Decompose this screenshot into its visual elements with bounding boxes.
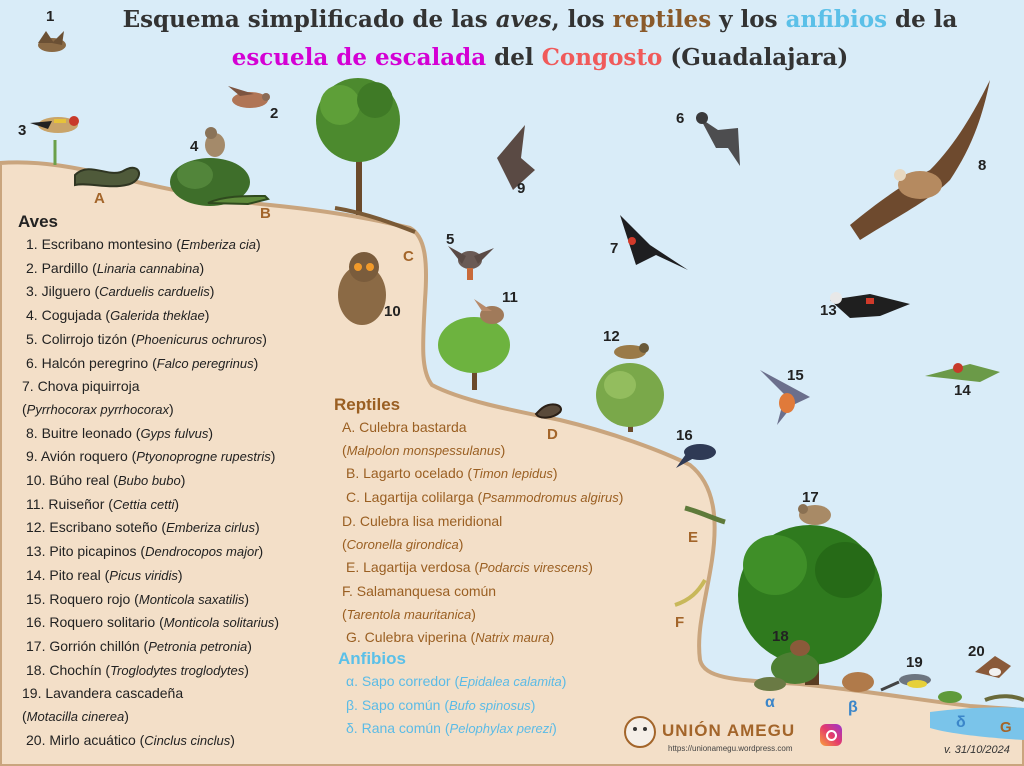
version-label: v. 31/10/2024 — [944, 744, 1010, 756]
tree-11 — [438, 317, 510, 390]
list-item-common-name: Cogujada — [41, 307, 102, 324]
list-item-scientific-name: Tarentola mauritanica — [346, 606, 472, 622]
amphibian-beta — [842, 672, 874, 692]
list-item: C. Lagartija colilarga (Psammodromus algirus) — [346, 489, 624, 506]
list-item: 13. Pito picapinos (Dendrocopos major) — [26, 543, 264, 560]
list-item-index: D. — [342, 512, 356, 529]
reptile-A — [75, 168, 139, 186]
list-item-index: 5. — [26, 330, 38, 347]
list-item: B. Lagarto ocelado (Timon lepidus) — [346, 465, 558, 482]
list-item-scientific-name: Linaria cannabina — [96, 260, 200, 276]
list-item-scientific-name: Psammodromus algirus — [482, 490, 619, 506]
list-item: 15. Roquero rojo (Monticola saxatilis) — [26, 590, 250, 607]
list-item-index: 11. — [26, 495, 45, 512]
list-item-scientific-name: Natrix maura — [475, 630, 550, 646]
list-item-common-name: Lagartija verdosa — [363, 559, 471, 576]
list-item: 4. Cogujada (Galerida theklae) — [26, 307, 210, 324]
marker-bird-6: 6 — [676, 110, 685, 127]
marker-bird-18: 18 — [772, 628, 789, 645]
amphibian-delta — [938, 691, 962, 703]
marker-reptile-E: E — [688, 529, 699, 546]
list-item: 1. Escribano montesino (Emberiza cia) — [26, 236, 261, 252]
marker-bird-12: 12 — [603, 328, 620, 345]
brand-url[interactable]: https://unionamegu.wordpress.com — [668, 744, 793, 753]
list-item-index: 8. — [26, 424, 38, 441]
bird-4 — [205, 127, 225, 157]
bird-5 — [448, 246, 494, 280]
list-item-index: 18. — [26, 661, 46, 678]
marker-bird-13: 13 — [820, 302, 837, 319]
list-item-common-name: Pito picapinos — [49, 543, 137, 560]
list-item-scientific-name: Phoenicurus ochruros — [135, 331, 263, 347]
amphibian-alpha — [754, 677, 786, 691]
list-item: 11. Ruiseñor (Cettia cetti) — [26, 495, 180, 512]
list-item: α. Sapo corredor (Epidalea calamita) — [346, 673, 567, 689]
list-item: 6. Halcón peregrino (Falco peregrinus) — [26, 354, 259, 371]
bird-9 — [497, 125, 535, 190]
list-item-scientific-name: Malpolon monspessulanus — [346, 442, 501, 458]
list-item: D. Culebra lisa meridional (Coronella girondica) — [342, 512, 503, 552]
marker-amphibian-beta: β — [848, 699, 858, 716]
list-item-scientific-name: Bubo bubo — [117, 473, 181, 489]
bird-3 — [30, 116, 79, 133]
reptiles-heading: Reptiles — [334, 395, 401, 414]
marker-reptile-A: A — [94, 190, 105, 207]
list-item: 9. Avión roquero (Ptyonoprogne rupestris) — [26, 448, 276, 465]
list-item-common-name: Roquero solitario — [49, 614, 156, 631]
marker-bird-4: 4 — [190, 138, 199, 155]
marker-bird-15: 15 — [787, 367, 804, 384]
list-item: β. Sapo común (Bufo spinosus) — [346, 696, 536, 713]
list-item-common-name: Sapo corredor — [361, 673, 451, 689]
list-item-index: C. — [346, 489, 360, 506]
list-item-common-name: Sapo común — [361, 696, 441, 713]
list-item: F. Salamanquesa común (Tarentola mauritanica) — [342, 582, 497, 622]
brand-mascot — [625, 717, 655, 747]
list-item-scientific-name: Bufo spinosus — [449, 697, 531, 713]
list-item-scientific-name: Podarcis virescens — [479, 560, 589, 576]
list-item-index: 9. — [26, 448, 38, 465]
marker-bird-2: 2 — [270, 105, 279, 122]
list-item-index: δ. — [346, 720, 358, 737]
marker-reptile-F: F — [675, 614, 685, 631]
list-item-common-name: Roquero rojo — [49, 590, 131, 607]
list-item: G. Culebra viperina (Natrix maura) — [346, 629, 555, 646]
list-item-index: β. — [346, 696, 358, 713]
bird-18 — [790, 640, 810, 656]
marker-bird-14: 14 — [954, 382, 971, 399]
list-item-index: B. — [346, 465, 360, 482]
list-item-index: 17. — [26, 637, 46, 654]
list-item-scientific-name: Cettia cetti — [112, 496, 175, 512]
list-item-scientific-name: Timon lepidus — [472, 466, 553, 482]
list-item-common-name: Pito real — [49, 566, 101, 583]
marker-amphibian-alpha: α — [765, 694, 775, 711]
list-item-common-name: Jilguero — [41, 283, 91, 300]
list-item: 17. Gorrión chillón (Petronia petronia) — [26, 637, 252, 654]
marker-bird-19: 19 — [906, 654, 923, 671]
list-item-common-name: Lagarto ocelado — [363, 465, 464, 482]
aves-heading: Aves — [18, 212, 59, 231]
list-item-scientific-name: Pyrrhocorax pyrrhocorax — [26, 401, 169, 417]
marker-bird-5: 5 — [446, 231, 455, 248]
marker-amphibian-delta: δ — [956, 714, 966, 731]
list-item-scientific-name: Ptyonoprogne rupestris — [136, 449, 271, 465]
list-item-scientific-name: Pelophylax perezi — [449, 721, 553, 737]
reptiles-list — [342, 416, 686, 650]
list-item-common-name: Chochín — [49, 661, 102, 678]
list-item-common-name: Colirrojo tizón — [41, 330, 128, 347]
list-item-index: 6. — [26, 354, 38, 371]
list-item-index: 2. — [26, 259, 38, 276]
tree-top — [316, 78, 400, 215]
bird-12 — [614, 343, 649, 359]
list-item-scientific-name: Monticola solitarius — [163, 615, 275, 631]
marker-reptile-B: B — [260, 205, 271, 222]
list-item-scientific-name: Troglodytes troglodytes — [110, 662, 245, 678]
list-item-index: 15. — [26, 590, 46, 607]
list-item-scientific-name: Galerida theklae — [110, 308, 205, 324]
list-item-scientific-name: Dendrocopos major — [145, 544, 259, 560]
list-item-index: 19. — [22, 685, 42, 702]
brand-name: UNIÓN AMEGU — [662, 721, 796, 740]
list-item-common-name: Salamanquesa común — [356, 582, 497, 599]
anfibios-list — [346, 670, 626, 741]
marker-reptile-G: G — [1000, 719, 1012, 736]
list-item-scientific-name: Carduelis carduelis — [99, 284, 210, 300]
bird-2 — [228, 86, 270, 108]
list-item-index: 20. — [26, 731, 46, 748]
list-item-index: 7. — [22, 378, 34, 395]
bird-7 — [620, 215, 688, 270]
list-item-scientific-name: Emberiza cia — [180, 237, 257, 252]
list-item-common-name: Lagartija colilarga — [363, 489, 474, 506]
list-item-index: 16. — [26, 614, 46, 631]
list-item-index: 3. — [26, 283, 38, 300]
list-item-common-name: Halcón peregrino — [41, 354, 149, 371]
list-item-scientific-name: Petronia petronia — [148, 638, 248, 654]
list-item-scientific-name: Monticola saxatilis — [138, 591, 245, 607]
list-item: 2. Pardillo (Linaria cannabina) — [26, 259, 205, 276]
title-line-1: Esquema simplificado de las aves, los reptiles y los anfibios de la — [122, 6, 958, 33]
list-item-common-name: Culebra bastarda — [359, 419, 467, 435]
aves-list — [22, 233, 336, 752]
list-item-index: 10. — [26, 472, 46, 489]
marker-bird-10: 10 — [384, 303, 401, 320]
list-item-scientific-name: Motacilla cinerea — [26, 709, 125, 725]
bird-6 — [696, 112, 740, 166]
list-item: 14. Pito real (Picus viridis) — [26, 566, 183, 583]
list-item: 8. Buitre leonado (Gyps fulvus) — [26, 424, 214, 441]
list-item-common-name: Mirlo acuático — [49, 731, 136, 748]
marker-reptile-C: C — [403, 248, 414, 265]
bird-14 — [925, 363, 1000, 382]
list-item: 18. Chochín (Troglodytes troglodytes) — [26, 661, 249, 678]
list-item-index: α. — [346, 673, 358, 689]
list-item: 10. Búho real (Bubo bubo) — [26, 472, 186, 489]
marker-bird-8: 8 — [978, 157, 987, 174]
list-item-index: 12. — [26, 519, 46, 536]
list-item-common-name: Rana común — [361, 720, 441, 737]
list-item: 19. Lavandera cascadeña (Motacilla cinerea) — [22, 685, 184, 725]
list-item: δ. Rana común (Pelophylax perezi) — [346, 720, 557, 737]
list-item-scientific-name: Gyps fulvus — [140, 425, 209, 441]
bird-17 — [798, 504, 831, 525]
list-item-scientific-name: Cinclus cinclus — [144, 732, 231, 748]
list-item: 7. Chova piquirroja (Pyrrhocorax pyrrhocorax) — [22, 378, 174, 417]
list-item-index: 1. — [26, 236, 38, 252]
marker-reptile-D: D — [547, 426, 558, 443]
list-item-scientific-name: Emberiza cirlus — [166, 520, 255, 536]
list-item: A. Culebra bastarda (Malpolon monspessulanus) — [342, 419, 506, 458]
list-item-common-name: Escribano montesino — [41, 236, 173, 252]
list-item-index: 4. — [26, 307, 38, 324]
list-item-common-name: Avión roquero — [40, 448, 128, 465]
list-item-index: A. — [342, 419, 356, 435]
anfibios-heading: Anfibios — [338, 649, 406, 668]
list-item-scientific-name: Coronella girondica — [346, 536, 459, 552]
list-item-scientific-name: Epidalea calamita — [459, 674, 562, 689]
list-item-common-name: Culebra viperina — [364, 629, 467, 646]
marker-bird-20: 20 — [968, 643, 985, 660]
list-item-common-name: Escribano soteño — [49, 519, 158, 536]
marker-bird-11: 11 — [502, 289, 518, 306]
list-item-common-name: Lavandera cascadeña — [45, 685, 184, 702]
list-item-common-name: Búho real — [49, 472, 110, 489]
list-item-common-name: Ruiseñor — [48, 495, 105, 512]
marker-bird-9: 9 — [517, 180, 526, 197]
list-item-common-name: Chova piquirroja — [37, 378, 140, 395]
list-item: 20. Mirlo acuático (Cinclus cinclus) — [26, 731, 235, 748]
bird-19 — [881, 674, 931, 690]
marker-bird-7: 7 — [610, 240, 619, 257]
list-item-common-name: Buitre leonado — [41, 424, 132, 441]
title-line-2: escuela de escalada del Congosto (Guadalajara) — [231, 44, 849, 71]
marker-bird-3: 3 — [18, 122, 27, 139]
list-item-index: E. — [346, 559, 360, 576]
marker-bird-17: 17 — [802, 489, 819, 506]
list-item-common-name: Pardillo — [41, 259, 89, 276]
list-item-common-name: Culebra lisa meridional — [359, 512, 503, 529]
bird-13 — [830, 292, 910, 318]
list-item-scientific-name: Picus viridis — [109, 567, 178, 583]
list-item: 3. Jilguero (Carduelis carduelis) — [26, 283, 215, 300]
list-item-index: 13. — [26, 543, 46, 560]
marker-bird-1: 1 — [46, 8, 55, 25]
list-item: 12. Escribano soteño (Emberiza cirlus) — [26, 519, 260, 536]
list-item-index: 14. — [26, 566, 46, 583]
bird-8 — [850, 80, 990, 240]
list-item: 16. Roquero solitario (Monticola solitarius) — [26, 614, 279, 631]
list-item: 5. Colirrojo tizón (Phoenicurus ochruros) — [26, 330, 267, 347]
list-item-scientific-name: Falco peregrinus — [156, 355, 254, 371]
marker-bird-16: 16 — [676, 427, 693, 444]
reptile-G — [985, 696, 1024, 700]
list-item: E. Lagartija verdosa (Podarcis virescens) — [346, 559, 593, 576]
instagram-icon[interactable] — [820, 724, 842, 746]
list-item-index: G. — [346, 629, 361, 646]
list-item-common-name: Gorrión chillón — [49, 637, 140, 654]
list-item-index: F. — [342, 582, 353, 599]
